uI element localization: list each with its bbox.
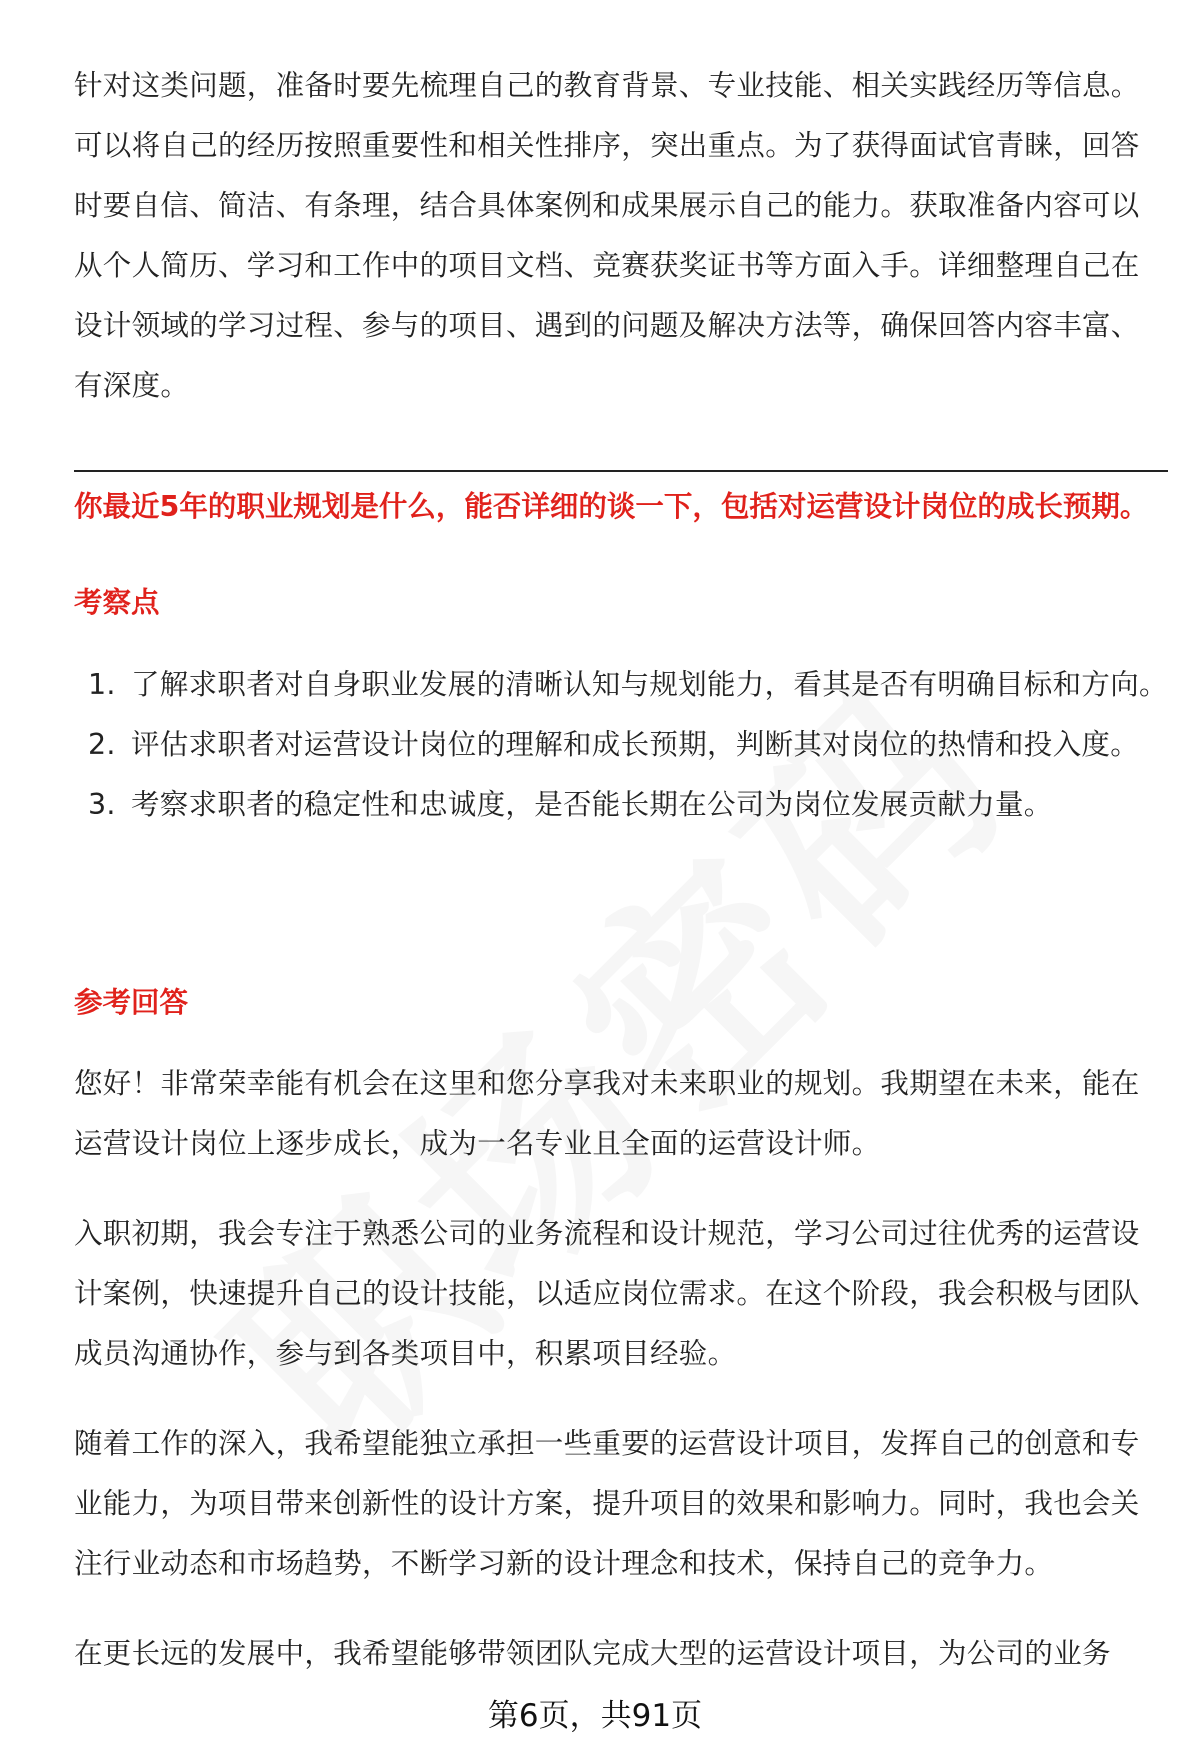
answer-title: 参考回答: [74, 986, 189, 1019]
answer-paragraph: 入职初期，我会专注于熟悉公司的业务流程和设计规范，学习公司过往优秀的运营设计案例，快速提升自己的设计技能，以适应岗位需求。在这个阶段，我会积极与团队成员沟通协作，参与到各类项目中，积累项目经验。: [74, 1217, 1140, 1370]
list-item: [74, 655, 1168, 715]
list-item-number: 3.: [88, 788, 116, 821]
answer-paragraph: 您好！非常荣幸能有机会在这里和您分享我对未来职业的规划。我期望在未来，能在运营设计岗位上逐步成长，成为一名专业且全面的运营设计师。: [74, 1067, 1140, 1160]
answer-paragraph: 随着工作的深入，我希望能独立承担一些重要的运营设计项目，发挥自己的创意和专业能力，为项目带来创新性的设计方案，提升项目的效果和影响力。同时，我也会关注行业动态和市场趋势，不断学习新的设计理念和技术，保持自己的竞争力。: [74, 1427, 1140, 1580]
page-number: 第6页，共91页: [487, 1698, 703, 1734]
list-item-number: 2.: [88, 728, 116, 761]
list-item: [74, 775, 1168, 835]
list-item-text: 考察求职者的稳定性和忠诚度，是否能长期在公司为岗位发展贡献力量。: [131, 788, 1053, 821]
points-title: 考察点: [74, 586, 160, 619]
list-item-text: 了解求职者对自身职业发展的清晰认知与规划能力，看其是否有明确目标和方向。: [131, 668, 1168, 701]
section-divider: [74, 470, 1168, 472]
list-item-number: 1.: [88, 668, 116, 701]
intro-section: [74, 56, 1168, 416]
points-list: [74, 655, 1168, 835]
list-item: [74, 715, 1168, 775]
answer-paragraph: 在更长远的发展中，我希望能够带领团队完成大型的运营设计项目，为公司的业务: [74, 1637, 1111, 1670]
intro-paragraph: 针对这类问题，准备时要先梳理自己的教育背景、专业技能、相关实践经历等信息。可以将自己的经历按照重要性和相关性排序，突出重点。为了获得面试官青睐，回答时要自信、简洁、有条理，结合具体案例和成果展示自己的能力。获取准备内容可以从个人简历、学习和工作中的项目文档、竞赛获奖证书等方面入手。详细整理自己在设计领域的学习过程、参与的项目、遇到的问题及解决方法等，确保回答内容丰富、有深度。: [74, 69, 1140, 402]
list-item-text: 评估求职者对运营设计岗位的理解和成长预期，判断其对岗位的热情和投入度。: [131, 728, 1140, 761]
question-heading: 你最近5年的职业规划是什么，能否详细的谈一下，包括对运营设计岗位的成长预期。: [74, 490, 1149, 523]
answer-section: [74, 1054, 1168, 1714]
